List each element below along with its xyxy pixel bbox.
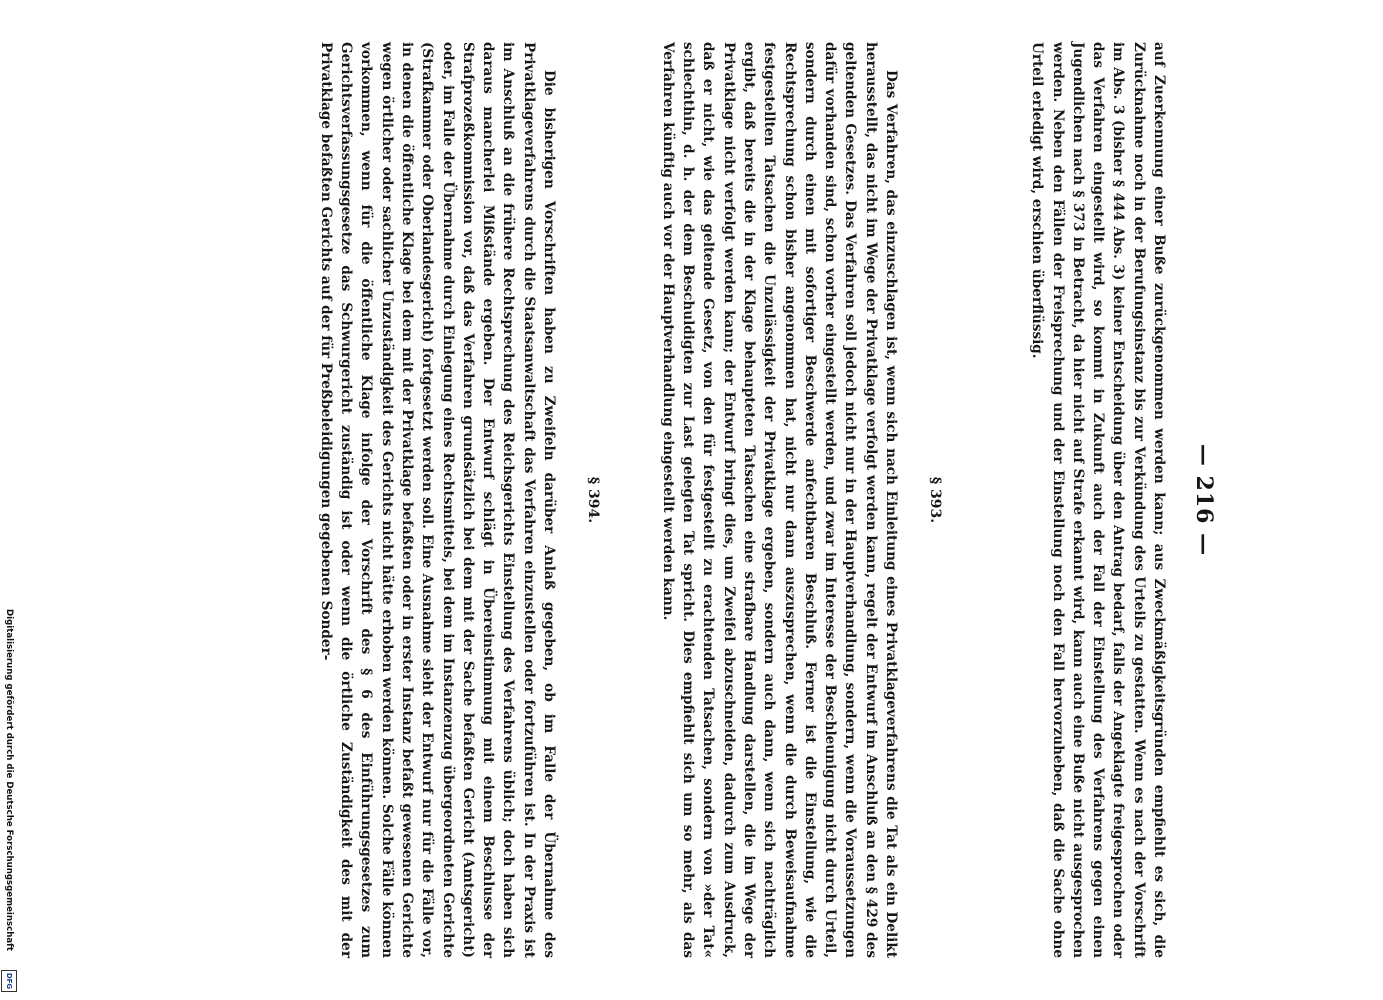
paragraph-section-393 — [657, 42, 901, 958]
section-heading-394: § 394. — [585, 476, 601, 524]
section-heading-393: § 393. — [927, 476, 943, 524]
scanned-document-page — [151, 20, 1231, 980]
paragraph-section-394 — [315, 42, 559, 958]
credit-text: Digitalisierung gefördert durch die Deutsche Forschungsgemeinschaft — [4, 609, 14, 951]
page-number: — 216 — — [1191, 443, 1217, 557]
paragraph-text: auf Zuerkennung einer Buße zurückgenommen werden kann; aus Zweckmäßigkeitsgründen empfiehlt es sich, die Zurücknahme noch in der Berufungsinstanz bis zur Verkündung des Urteils zu gestatten. Wenn es nach der Vorschrift im Abs. 3 (bisher § 444 Abs. 3) keiner Entscheidung über den Antrag bedarf, falls der Angeklagte freigesprochen oder das Verfahren eingestellt wird, so kommt in Zukunft auch der Fall der Einstellung des Verfahrens gegen einen Jugendlichen nach § 373 in Betracht, da hier nicht auf Strafe erkannt wird, kann auch eine Buße nicht ausgesprochen werden. Neben den Fällen der Freisprechung und der Einstellung noch den Fall hervorzuheben, daß die Sache ohne Urteil erledigt wird, erschien überflüssig. — [1029, 42, 1167, 958]
paragraph-continuation — [1027, 42, 1169, 958]
dfg-logo-icon — [1, 970, 17, 992]
paragraph-text: Die bisherigen Vorschriften haben zu Zweifeln darüber Anlaß gegeben, ob im Falle der Übernahme des Privatklageverfahrens durch die Staatsanwaltschaft das Verfahren einzustellen oder fortzuführen ist. In der Praxis ist im Anschluß an die frühere Rechtsprechung des Reichsgerichts Einstellung des Verfahrens üblich; doch haben sich daraus mancherlei Mißstände ergeben. Der Entwurf schlägt in Übereinstimmung mit einem Beschlusse der Strafprozeßkommission vor, daß das Verfahren grundsätzlich bei dem mit der Sache befaßten Gericht (Amtsgericht) oder, im Falle der Übernahme durch Einlegung eines Rechtsmittels, bei dem im Instanzenzug übergeordneten Gerichte (Strafkammer oder Oberlandesgericht) fortgesetzt werden soll. Eine Ausnahme sieht der Entwurf nur für die Fälle vor, in denen die öffentliche Klage bei dem mit der Privatklage befaßten oder in erster Instanz befaßt gewesenen Gerichte wegen örtlicher oder sachlicher Unzuständigkeit des Gerichts nicht hätte erhoben werden können. Solche Fälle können vorkommen, wenn für die öffentliche Klage infolge der Vorschrift des § 6 des Einführungsgesetzes zum Gerichtsverfassungsgesetze das Schwurgericht zuständig ist oder wenn die örtliche Zuständigkeit des mit der Privatklage befaßten Gerichts auf der für Preßbeleidigungen gegebenen Sonder- — [317, 42, 557, 958]
paragraph-text: Das Verfahren, das einzuschlagen ist, wenn sich nach Einleitung eines Privatklageverfahrens die Tat als ein Delikt herausstellt, das nicht im Wege der Privatklage verfolgt werden kann, regelt der Entwurf im Anschluß an den § 429 des geltenden Gesetzes. Das Verfahren soll jedoch nicht nur in der Hauptverhandlung, sondern, wenn die Voraussetzungen dafür vorhanden sind, schon vorher eingestellt werden, und zwar im Interesse der Beschleunigung nicht durch Urteil, sondern durch einen mit sofortiger Beschwerde anfechtbaren Beschluß. Ferner ist die Einstellung, wie die Rechtsprechung schon bisher angenommen hat, nicht nur dann auszusprechen, wenn die durch Beweisaufnahme festgestellten Tatsachen die Unzulässigkeit der Privatklage ergeben, sondern auch dann, wenn sich nachträglich ergibt, daß bereits die in der Klage behaupteten Tatsachen eine strafbare Handlung darstellen, die im Wege der Privatklage nicht verfolgt werden kann; der Entwurf bringt dies, um Zweifel abzuschneiden, dadurch zum Ausdruck, daß er nicht, wie das geltende Gesetz, von den für festgestellt zu erachtenden Tatsachen, sondern von »der Tat« schlechthin, d. h. der dem Beschuldigten zur Last gelegten Tat spricht. Dies empfiehlt sich um so mehr, als das Verfahren künftig auch vor der Hauptverhandlung eingestellt werden kann. — [659, 42, 899, 958]
dfg-logo-text: DFG — [5, 972, 13, 990]
digitization-credit-sidebar — [0, 600, 18, 996]
